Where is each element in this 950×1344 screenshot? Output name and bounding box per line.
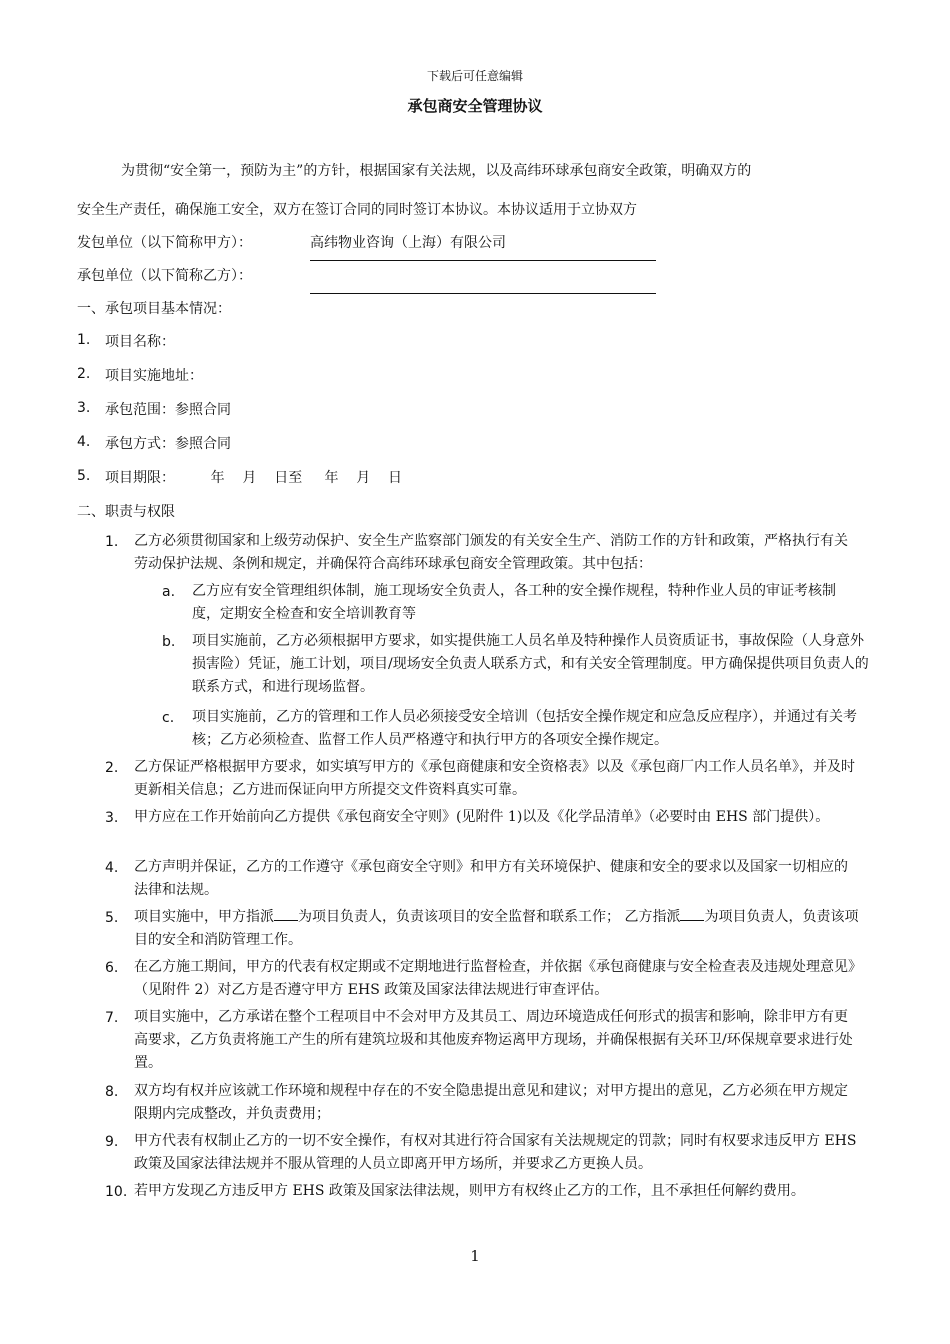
s2-item-text: 甲方应在工作开始前向乙方提供《承包商安全守则》(见附件 1)以及《化学品清单》（必要时由 EHS 部门提供）。 <box>134 809 830 825</box>
s1-item-num: 3. <box>77 400 91 416</box>
document-title: 承包商安全管理协议 <box>407 97 543 115</box>
s2-item-num: 4. <box>105 860 119 876</box>
s2-subitem-num: c. <box>162 710 175 726</box>
s2-subitem-num: b. <box>162 634 176 650</box>
intro-line-1: 为贯彻“安全第一，预防为主”的方针，根据国家有关法规，以及高纬环球承包商安全政策，明确双方的 <box>121 163 752 179</box>
section2-heading: 二、职责与权限 <box>77 504 175 520</box>
s2-item-text: 双方均有权并应该就工作环境和规程中存在的不安全隐患提出意见和建议；对甲方提出的意见，乙方必须在甲方规定限期内完成整改，并负责费用； <box>134 1083 848 1122</box>
s1-item-text: 项目名称： <box>105 334 175 350</box>
s2-item5-text-a: 项目实施中，甲方指派 <box>134 909 274 925</box>
s1-item-text: 承包方式：参照合同 <box>105 436 231 452</box>
project-leader-b-blank <box>680 908 704 921</box>
s1-item-text: 项目实施地址： <box>105 368 203 384</box>
s2-item-num: 7. <box>105 1010 119 1026</box>
s2-item-num: 6. <box>105 960 119 976</box>
s2-subitem-text: 项目实施前，乙方必须根据甲方要求，如实提供施工人员名单及特种操作人员资质证书，事故保险（人身意外损害险）凭证，施工计划，项目/现场安全负责人联系方式，和有关安全管理制度。甲方确保提供项目负责人的联系方式，和进行现场监督。 <box>192 633 869 695</box>
s2-item5-text-c: 为项目负责人，负责该项目的安全和消防管理工作。 <box>134 909 859 948</box>
s2-item-num: 3. <box>105 810 119 826</box>
s1-item-num: 2. <box>77 366 91 382</box>
s1-item-num: 5. <box>77 468 91 484</box>
s2-subitem-text: 乙方应有安全管理组织体制，施工现场安全负责人，各工种的安全操作规程，特种作业人员的审证考核制度，定期安全检查和安全培训教育等 <box>192 583 836 622</box>
s1-item-text: 承包范围：参照合同 <box>105 402 231 418</box>
s2-subitem-num: a. <box>162 584 176 600</box>
s1-item-num: 1. <box>77 332 91 348</box>
s2-item-text: 在乙方施工期间，甲方的代表有权定期或不定期地进行监督检查，并依据《承包商健康与安全检查表及违规处理意见》（见附件 2）对乙方是否遵守甲方 EHS 政策及国家法律法规进行审查评估。 <box>134 959 855 998</box>
s2-item5-text-b: 为项目负责人，负责该项目的安全监督和联系工作； 乙方指派 <box>298 909 681 925</box>
party-a-underline <box>310 260 656 261</box>
s2-item-text: 乙方声明并保证，乙方的工作遵守《承包商安全守则》和甲方有关环境保护、健康和安全的要求以及国家一切相应的法律和法规。 <box>134 859 848 898</box>
s2-item-num: 8. <box>105 1084 119 1100</box>
page-number: 1 <box>470 1247 480 1265</box>
s2-item-text: 项目实施中，乙方承诺在整个工程项目中不会对甲方及其员工、周边环境造成任何形式的损害和影响，除非甲方有更高要求，乙方负责将施工产生的所有建筑垃圾和其他废弃物运离甲方现场，并确保根据有关环卫/环保规章要求进行处置。 <box>134 1009 853 1071</box>
s2-item-text: 乙方必须贯彻国家和上级劳动保护、安全生产监察部门颁发的有关安全生产、消防工作的方针和政策，严格执行有关劳动保护法规、条例和规定，并确保符合高纬环球承包商安全管理政策。其中包括： <box>134 533 848 572</box>
s2-subitem-text: 项目实施前，乙方的管理和工作人员必须接受安全培训（包括安全操作规定和应急反应程序），并通过有关考核；乙方必须检查、监督工作人员严格遵守和执行甲方的各项安全操作规定。 <box>192 709 857 748</box>
intro-line-2: 安全生产责任，确保施工安全，双方在签订合同的同时签订本协议。本协议适用于立协双方 <box>77 202 637 218</box>
s1-item-num: 4. <box>77 434 91 450</box>
s2-item-num: 9. <box>105 1134 119 1150</box>
s2-item-text: 乙方保证严格根据甲方要求，如实填写甲方的《承包商健康和安全资格表》以及《承包商厂内工作人员名单》，并及时更新相关信息；乙方进而保证向甲方所提交文件资料真实可靠。 <box>134 759 855 798</box>
s2-item-text <box>134 906 860 952</box>
s2-item-num: 5. <box>105 910 119 926</box>
s2-item-text: 甲方代表有权制止乙方的一切不安全操作，有权对其进行符合国家有关法规规定的罚款；同时有权要求违反甲方 EHS 政策及国家法律法规并不服从管理的人员立即离开甲方场所，并要求乙方更换人员。 <box>134 1133 857 1172</box>
s2-item-num: 1. <box>105 534 119 550</box>
party-b-label: 承包单位（以下简称乙方）： <box>77 268 252 284</box>
s1-item-text: 项目期限： 年 月 日至 年 月 日 <box>105 470 403 486</box>
party-a-label: 发包单位（以下简称甲方）： <box>77 235 252 251</box>
s2-item-num: 10. <box>105 1184 128 1200</box>
section1-heading: 一、承包项目基本情况： <box>77 301 231 317</box>
header-note: 下载后可任意编辑 <box>426 69 523 83</box>
project-leader-a-blank <box>274 908 298 921</box>
s2-item-num: 2. <box>105 760 119 776</box>
s2-item-text: 若甲方发现乙方违反甲方 EHS 政策及国家法律法规，则甲方有权终止乙方的工作，且不承担任何解约费用。 <box>134 1183 805 1199</box>
party-b-underline <box>310 293 656 294</box>
party-a-value: 高纬物业咨询（上海）有限公司 <box>310 235 506 251</box>
